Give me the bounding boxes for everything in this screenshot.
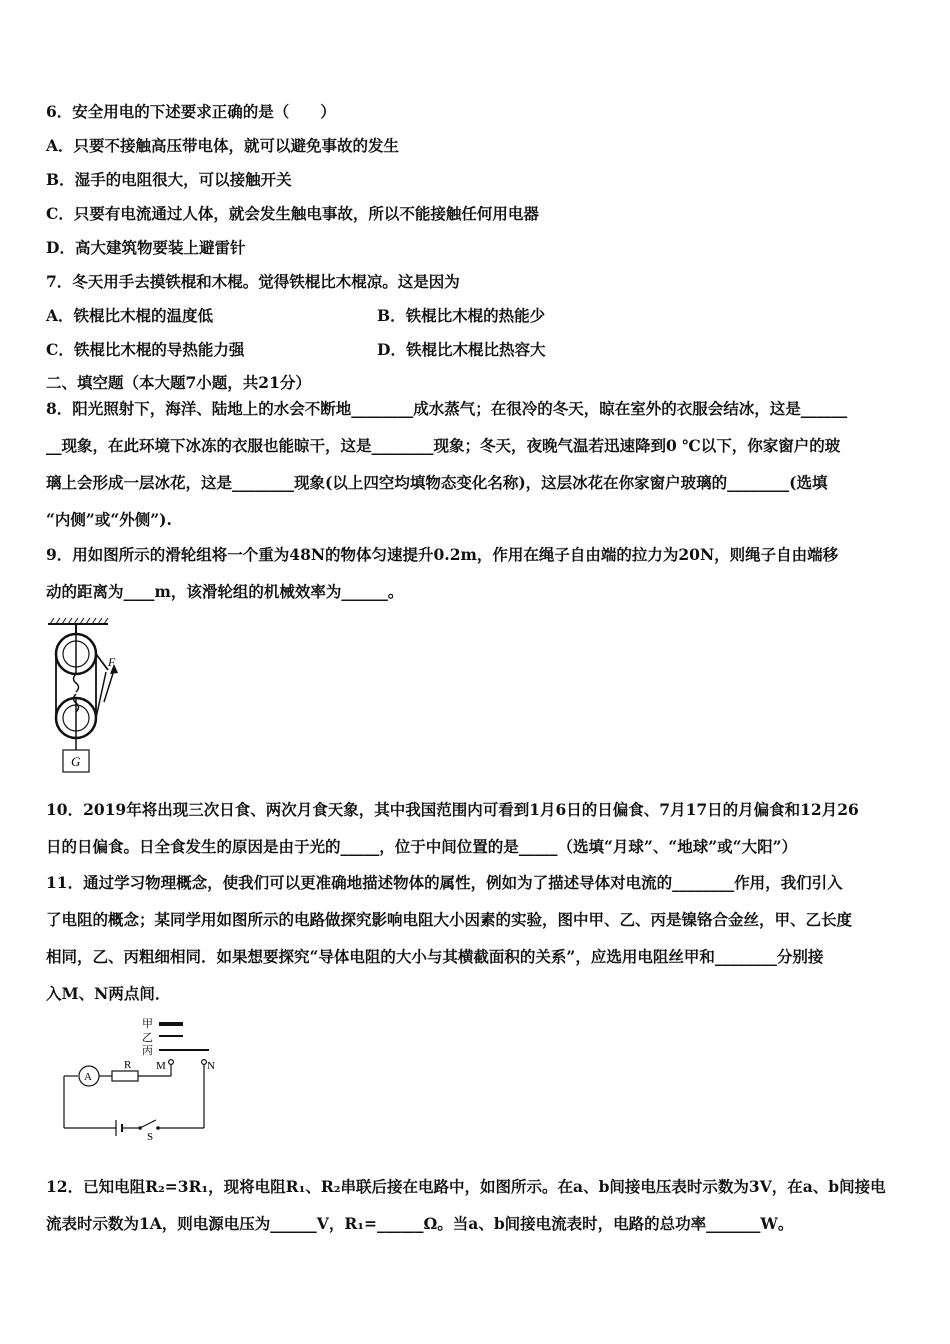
q9-line-2: 动的距离为____m，该滑轮组的机械效率为______。 <box>46 582 404 601</box>
terminal-n-label: N <box>207 1060 215 1072</box>
section-heading: 二、填空题（本大题7小题，共21分） <box>46 373 311 392</box>
wire-jia-label: 甲 <box>142 1018 153 1030</box>
ammeter-label: A <box>84 1071 92 1083</box>
switch <box>140 1120 156 1128</box>
q10-line-1: 10．2019年将出现三次日食、两次月食天象，其中我国范围内可看到1月6日的日偏食、7月17日的月偏食和12月26 <box>46 800 859 819</box>
terminal-m <box>169 1060 174 1065</box>
q7-option-d: D．铁棍比木棍比热容大 <box>377 340 546 359</box>
q8-line-1: 8．阳光照射下，海洋、陆地上的水会不断地________成水蒸气；在很冷的冬天，晾在室外的衣服会结冰，这是______ <box>46 399 848 418</box>
q6-stem: 6．安全用电的下述要求正确的是（ ） <box>46 102 336 121</box>
wire-yi-label: 乙 <box>142 1032 153 1044</box>
q7-option-c: C．铁棍比木棍的导热能力强 <box>46 340 245 359</box>
q8-line-4: “内侧”或“外侧”). <box>46 510 172 529</box>
terminal-m-label: M <box>156 1060 166 1072</box>
wire-bing-label: 丙 <box>142 1045 153 1057</box>
q7-stem: 7．冬天用手去摸铁棍和木棍。觉得铁棍比木棍凉。这是因为 <box>46 272 460 291</box>
q8-line-2: __现象，在此环境下冰冻的衣服也能晾干，这是________现象；冬天，夜晚气温若迅速降到0 ℃以下，你家窗户的玻 <box>46 436 841 455</box>
q11-line-1: 11．通过学习物理概念，使我们可以更准确地描述物体的属性，例如为了描述导体对电流的________作用，我们引入 <box>46 873 843 892</box>
q11-line-4: 入M、N两点间． <box>46 984 171 1003</box>
q7-option-b: B．铁棍比木棍的热能少 <box>377 306 546 325</box>
q12-line-2: 流表时示数为1A，则电源电压为______V，R₁=______Ω。当a、b间接电流表时，电路的总功率_______W。 <box>46 1214 794 1233</box>
pulley-weight-label: G <box>71 754 81 769</box>
terminal-n <box>202 1060 207 1065</box>
q12-line-1: 12．已知电阻R₂=3R₁，现将电阻R₁、R₂串联后接在电路中，如图所示。在a、b间接电压表时示数为3V，在a、b间接电 <box>46 1177 886 1196</box>
q8-line-3: 璃上会形成一层冰花，这是________现象(以上四空均填物态变化名称)，这层冰花在你家窗户玻璃的________(选填 <box>46 473 828 492</box>
pulley-force-label: F <box>108 655 116 669</box>
q9-line-1: 9．用如图所示的滑轮组将一个重为48N的物体匀速提升0.2m，作用在绳子自由端的拉力为20N，则绳子自由端移 <box>46 545 839 564</box>
q6-option-d: D．高大建筑物要装上避雷针 <box>46 238 246 257</box>
switch-label: S <box>147 1131 154 1142</box>
resistor <box>112 1071 138 1081</box>
wire-jia <box>159 1022 183 1026</box>
q11-line-3: 相同，乙、丙粗细相同．如果想要探究“导体电阻的大小与其横截面积的关系”，应选用电阻丝甲和________分别接 <box>46 947 824 966</box>
resistor-label: R <box>124 1059 132 1071</box>
q11-line-2: 了电阻的概念；某同学用如图所示的电路做探究影响电阻大小因素的实验，图中甲、乙、丙是镍铬合金丝，甲、乙长度 <box>46 910 853 929</box>
q7-option-a: A．铁棍比木棍的温度低 <box>46 306 214 325</box>
q6-option-a: A．只要不接触高压带电体，就可以避免事故的发生 <box>46 136 400 155</box>
resistance-circuit-figure <box>56 1016 226 1142</box>
q6-option-b: B．湿手的电阻很大，可以接触开关 <box>46 170 292 189</box>
q10-line-2: 日的日偏食。日全食发生的原因是由于光的_____，位于中间位置的是_____（选填“月球”、“地球”或“大阳”） <box>46 837 797 856</box>
q6-option-c: C．只要有电流通过人体，就会发生触电事故，所以不能接触任何用电器 <box>46 204 539 223</box>
wire-yi <box>159 1035 183 1037</box>
wire-bing <box>159 1049 209 1051</box>
pulley-system-figure <box>42 614 132 776</box>
